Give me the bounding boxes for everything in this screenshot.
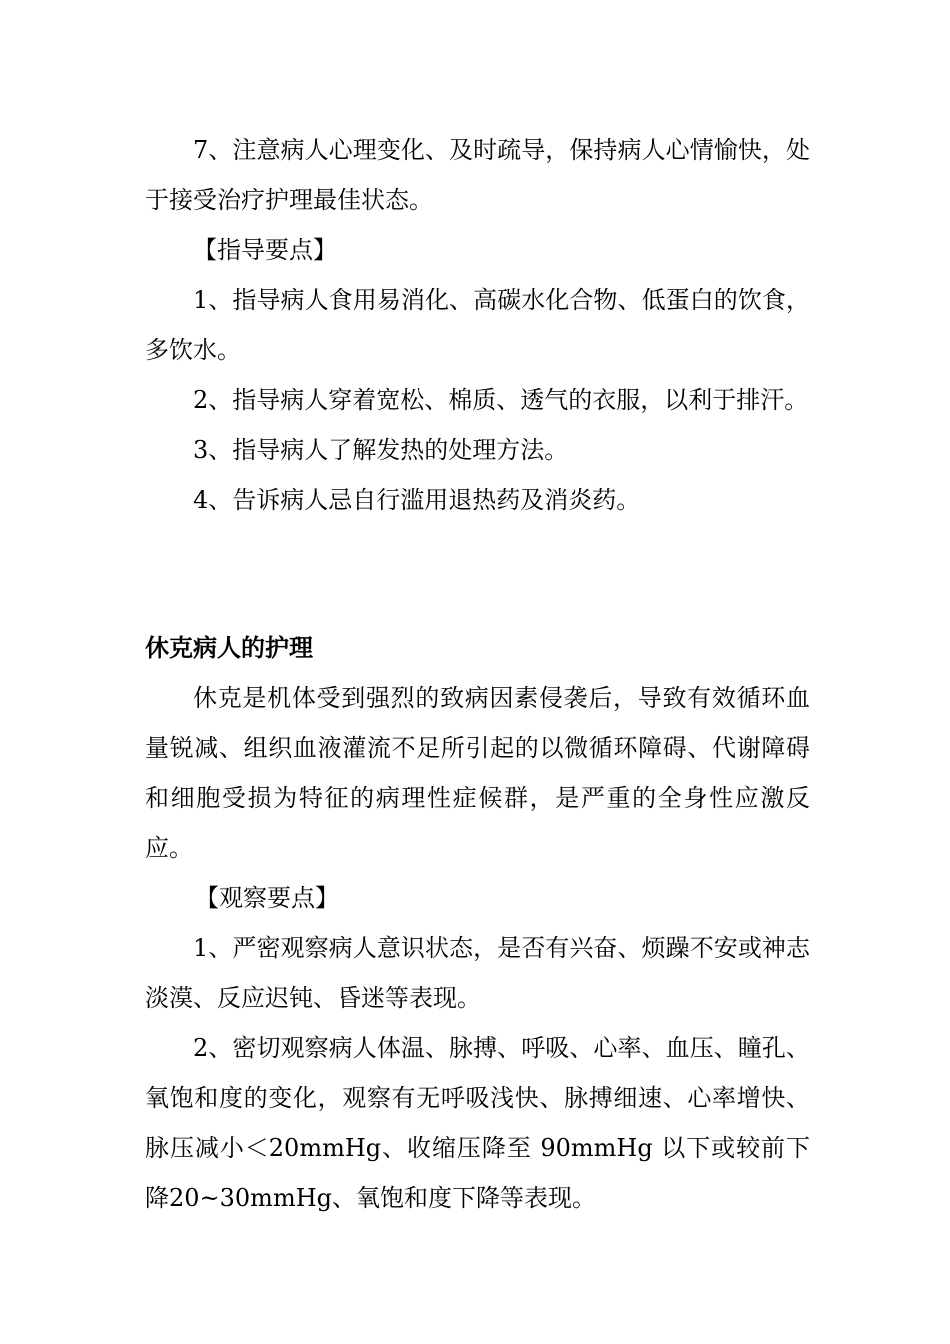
shock-intro-paragraph: 休克是机体受到强烈的致病因素侵袭后，导致有效循环血量锐减、组织血液灌流不足所引起的以微循环障碍、代谢障碍和细胞受损为特征的病理性症候群，是严重的全身性应激反应。 (145, 684, 810, 862)
observe-item-1: 1、严密观察病人意识状态，是否有兴奋、烦躁不安或神志淡漠、反应迟钝、昏迷等表现。 (145, 934, 810, 1012)
section-title: 休克病人的护理 (145, 633, 313, 662)
guide-item-4: 4、告诉病人忌自行滥用退热药及消炎药。 (193, 486, 641, 514)
guide-item-3: 3、指导病人了解发热的处理方法。 (193, 436, 569, 464)
guide-item-2: 2、指导病人穿着宽松、棉质、透气的衣服，以利于排汗。 (193, 386, 809, 414)
observe-item-2: 2、密切观察病人体温、脉搏、呼吸、心率、血压、瞳孔、氧饱和度的变化，观察有无呼吸浅快、脉搏细速、心率增快、脉压减小＜20mmHg、收缩压降至 90mmHg 以下或较前下降20~30mmHg、氧饱和度下降等表现。 (145, 1034, 810, 1212)
document-content (145, 0, 810, 1223)
guide-item-1: 1、指导病人食用易消化、高碳水化合物、低蛋白的饮食，多饮水。 (145, 286, 810, 364)
guide-points-heading: 【指导要点】 (193, 236, 337, 264)
observe-points-heading: 【观察要点】 (195, 884, 339, 912)
item-7-paragraph: 7、注意病人心理变化、及时疏导，保持病人心情愉快，处于接受治疗护理最佳状态。 (145, 136, 810, 214)
